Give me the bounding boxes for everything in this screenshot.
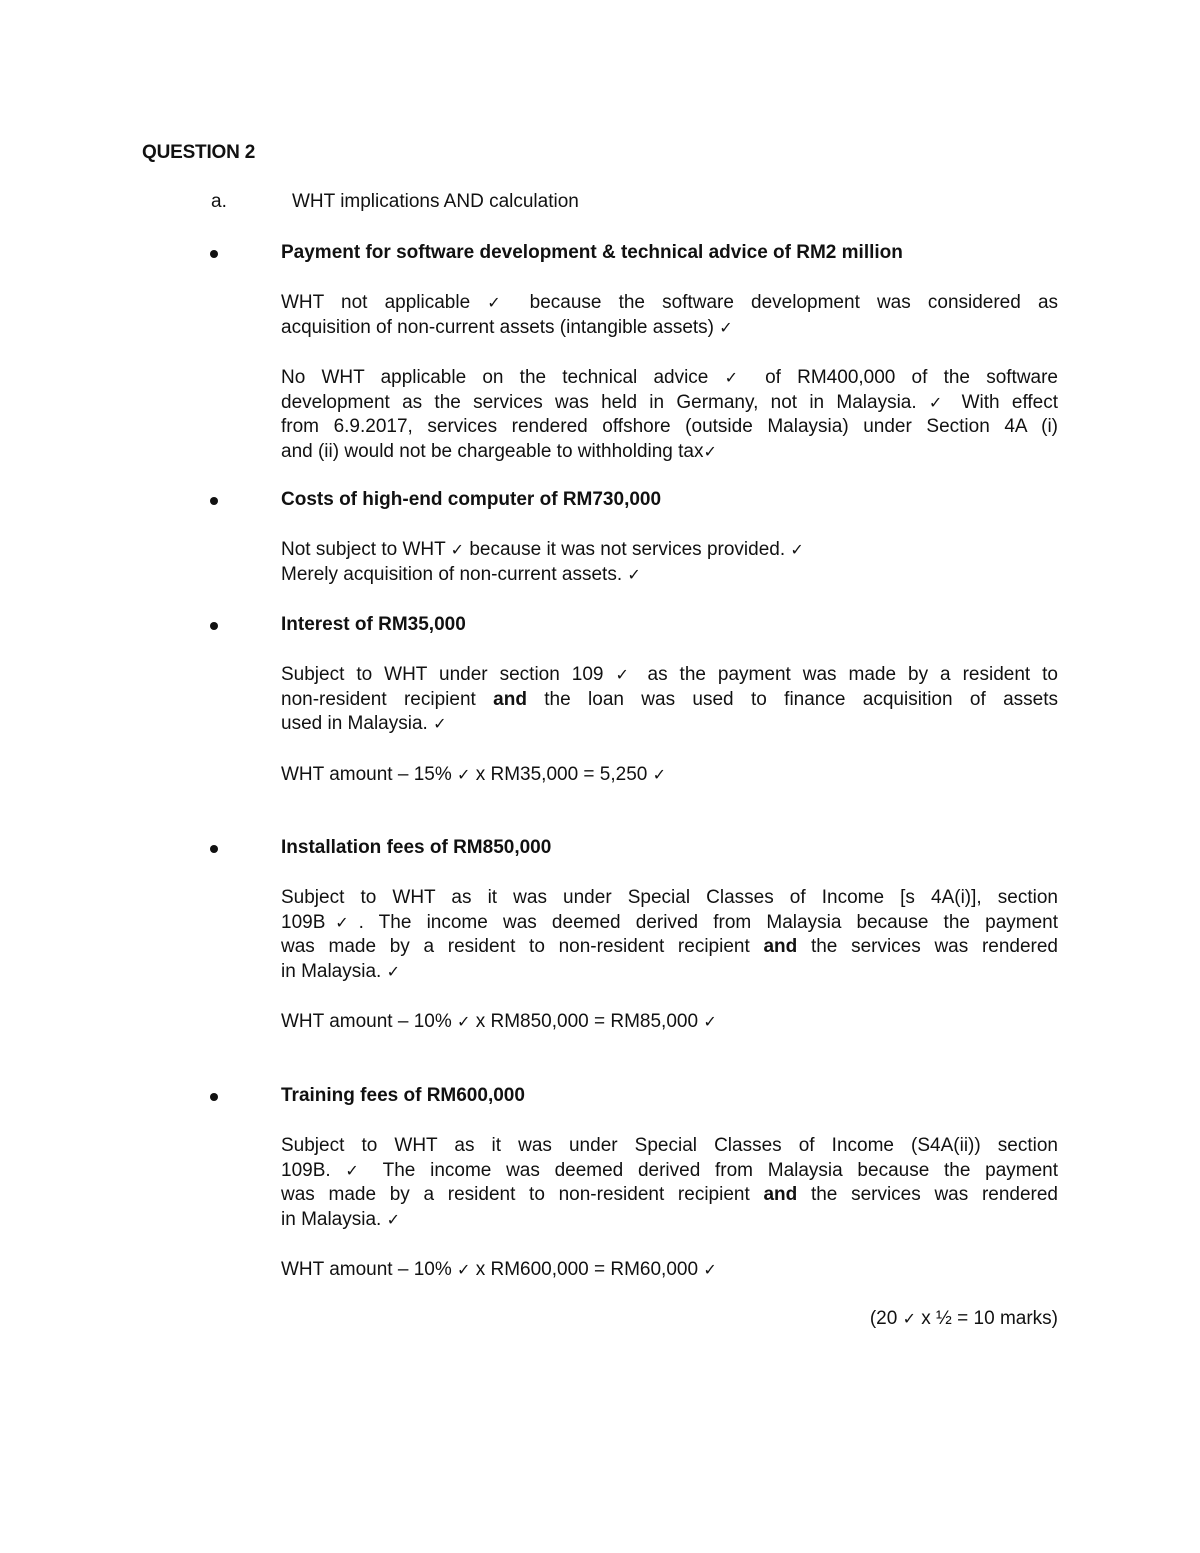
- item-title-computer: Costs of high-end computer of RM730,000: [281, 489, 662, 510]
- paragraph: [281, 291, 1058, 340]
- checkmark-icon: ✓: [487, 293, 513, 312]
- text-line: 109B✓. The income was deemed derived from Malaysia because the payment: [281, 911, 1058, 933]
- checkmark-icon: ✓: [386, 1209, 401, 1229]
- checkmark-icon: ✓: [652, 765, 667, 784]
- checkmark-icon: ✓: [457, 765, 471, 784]
- sub-question-letter: a.: [211, 191, 227, 212]
- text-line: and (ii) would not be chargeable to withholding tax✓: [281, 440, 717, 462]
- item-title-training: Training fees of RM600,000: [281, 1085, 525, 1106]
- text-line rich: non-resident recipient and the loan was used to finance acquisition of assets: [281, 688, 1059, 710]
- text-line: acquisition of non-current assets (intangible assets) ✓: [281, 316, 733, 338]
- emphasis-text: and: [763, 936, 798, 958]
- paragraph: [281, 538, 1058, 587]
- paragraph: [281, 366, 1058, 464]
- paragraph: [281, 1134, 1058, 1232]
- text-line: WHT amount – 15% ✓ x RM35,000 = 5,250 ✓: [281, 764, 667, 785]
- item-title-installation: Installation fees of RM850,000: [281, 837, 552, 858]
- checkmark-icon: ✓: [928, 392, 950, 412]
- checkmark-icon: ✓: [703, 1260, 717, 1279]
- checkmark-icon: ✓: [627, 564, 641, 584]
- text-line: Subject to WHT as it was under Special Classes of Income [s 4A(i)], section: [281, 887, 1058, 908]
- text-line: WHT not applicable ✓ because the software development was considered as: [281, 292, 1059, 313]
- text-line: WHT amount – 10% ✓ x RM600,000 = RM60,000 ✓: [281, 1259, 717, 1280]
- sub-question-heading: WHT implications AND calculation: [292, 191, 579, 212]
- text-line: WHT amount – 10% ✓ x RM850,000 = RM85,000 ✓: [281, 1011, 717, 1032]
- bullet-icon: [210, 622, 218, 630]
- checkmark-icon: ✓: [703, 1012, 717, 1031]
- checkmark-icon: ✓: [386, 961, 401, 981]
- checkmark-icon: ✓: [719, 317, 733, 337]
- paragraph: [281, 886, 1058, 984]
- text-line: in Malaysia. ✓: [281, 960, 401, 982]
- checkmark-icon: ✓: [724, 368, 749, 387]
- checkmark-icon: ✓: [615, 665, 636, 684]
- text-line rich: was made by a resident to non-resident recipient and the services was rendered: [281, 1184, 1059, 1206]
- checkmark-icon: ✓: [325, 912, 359, 932]
- item-title-interest: Interest of RM35,000: [281, 614, 466, 635]
- bullet-icon: [210, 250, 218, 258]
- emphasis-text: and: [493, 688, 527, 710]
- text-line: 109B. ✓ The income was deemed derived from Malaysia because the payment: [281, 1159, 1059, 1181]
- calculation-line: [281, 1258, 1058, 1283]
- text-line: in Malaysia. ✓: [281, 1208, 401, 1230]
- emphasis-text: and: [763, 1184, 798, 1206]
- checkmark-icon: ✓: [457, 1012, 471, 1031]
- checkmark-icon: ✓: [457, 1260, 471, 1279]
- question-title: QUESTION 2: [142, 142, 256, 163]
- bullet-icon: [210, 1093, 218, 1101]
- text-line: used in Malaysia. ✓: [281, 713, 447, 735]
- text-line: Merely acquisition of non-current assets. ✓: [281, 563, 641, 585]
- calculation-line: [281, 1010, 1058, 1035]
- calculation-line: [281, 763, 1058, 788]
- checkmark-icon: ✓: [790, 540, 804, 559]
- checkmark-icon: ✓: [703, 441, 717, 461]
- text-line: Subject to WHT as it was under Special Classes of Income (S4A(ii)) section: [281, 1135, 1058, 1156]
- checkmark-icon: ✓: [345, 1160, 369, 1180]
- bullet-icon: [210, 845, 218, 853]
- bullet-icon: [210, 497, 218, 505]
- text-line: development as the services was held in Germany, not in Malaysia. ✓ With effect: [281, 391, 1059, 413]
- marks-note: (20 ✓ x ½ = 10 marks): [869, 1308, 1058, 1329]
- text-line: from 6.9.2017, services rendered offshore (outside Malaysia) under Section 4A (i): [281, 416, 1058, 438]
- item-title-software: Payment for software development & technical advice of RM2 million: [281, 242, 903, 263]
- paragraph: [281, 663, 1058, 737]
- checkmark-icon: ✓: [450, 540, 465, 559]
- checkmark-icon: ✓: [902, 1309, 916, 1328]
- checkmark-icon: ✓: [433, 714, 447, 734]
- text-line: No WHT applicable on the technical advice ✓ of RM400,000 of the software: [281, 367, 1059, 388]
- text-line: Subject to WHT under section 109 ✓ as the payment was made by a resident to: [281, 664, 1058, 685]
- text-line: Not subject to WHT ✓ because it was not services provided. ✓: [281, 539, 804, 560]
- text-line rich: was made by a resident to non-resident recipient and the services was rendered: [281, 936, 1059, 958]
